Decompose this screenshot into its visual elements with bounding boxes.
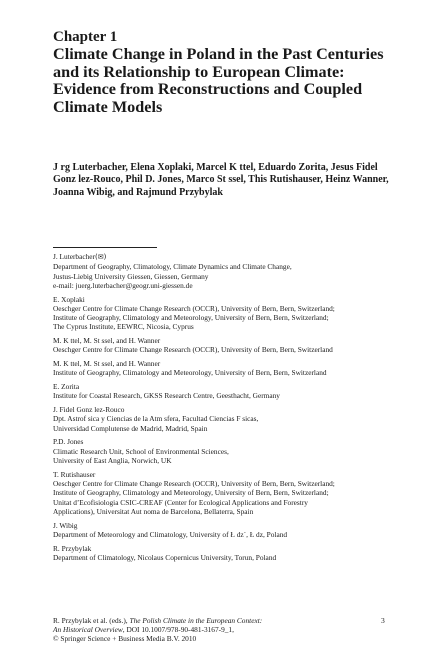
- citation-line-1: [53, 616, 303, 625]
- affiliation-address: Institute for Coastal Research, GKSS Research Centre, Geesthacht, Germany: [53, 391, 280, 401]
- affiliation-author-name: E. Zorita: [53, 382, 80, 392]
- affiliation-author: [53, 470, 403, 479]
- citation-editors: R. Przybylak et al. (eds.),: [53, 616, 130, 625]
- citation-footer: [53, 616, 303, 644]
- chapter-title: Climate Change in Poland in the Past Centuries and its Relationship to European Climate: Evidence from Reconstructions and Coupled Climate Models: [53, 45, 384, 116]
- affiliation-author-name: E. Xoplaki: [53, 294, 85, 304]
- affiliation-address: Institute of Geography, Climatology and Meteorology, University of Bern, Bern, Switzerland: [53, 368, 327, 378]
- affiliation-author-name: J. Fidel Gonz lez-Rouco: [53, 405, 125, 415]
- affiliation-author: [53, 336, 403, 345]
- affiliation-address: Department of Geography, Climatology, Climate Dynamics and Climate Change, Justus-Liebig University Giessen, Giessen, Germany e-mail: juerg.luterbacher@geogr.uni-giessen.de: [53, 262, 292, 290]
- affiliation-author-name: R. Przybylak: [53, 543, 92, 553]
- affiliation-entry: [53, 437, 403, 465]
- affiliation-entry: [53, 252, 403, 290]
- footnote-divider: [53, 247, 157, 248]
- affiliation-author-name: J. Wibig: [53, 520, 78, 530]
- affiliation-author: [53, 521, 403, 530]
- affiliation-address: Oeschger Centre for Climate Change Research (OCCR), University of Bern, Bern, Switzerland: [53, 345, 333, 355]
- affiliation-author: [53, 437, 403, 446]
- affiliation-address: Climatic Research Unit, School of Environmental Sciences, University of East Anglia, Norwich, UK: [53, 446, 229, 465]
- affiliation-author: [53, 405, 403, 414]
- envelope-icon: (✉): [95, 253, 107, 261]
- affiliation-author-name: M. K ttel, M. St ssel, and H. Wanner: [53, 336, 161, 346]
- affiliation-address: Department of Climatology, Nicolaus Copernicus University, Torun, Poland: [53, 552, 277, 562]
- affiliation-author-name: M. K ttel, M. St ssel, and H. Wanner: [53, 359, 161, 369]
- affiliation-entry: [53, 521, 403, 540]
- affiliation-entry: [53, 544, 403, 563]
- affiliation-address: Department of Meteorology and Climatology, University of Ł dz´, Ł dz, Poland: [53, 529, 288, 539]
- page-number: 3: [381, 616, 385, 625]
- affiliation-author: [53, 359, 403, 368]
- affiliation-entry: [53, 359, 403, 378]
- citation-copyright: © Springer Science + Business Media B.V. 2010: [53, 634, 197, 644]
- affiliation-address: Oeschger Centre for Climate Change Research (OCCR), University of Bern, Bern, Switzerland; Institute of Geography, Climatology and Meteorology, University of Bern, Bern, Switzerland; The Cyprus Institute, EEWRC, Nicosia, Cyprus: [53, 303, 335, 332]
- citation-book-subtitle: An Historical Overview: [53, 625, 123, 635]
- citation-doi: , DOI 10.1007/978-90-481-3167-9_1,: [122, 625, 234, 635]
- affiliation-entry: [53, 405, 403, 433]
- chapter-label: Chapter 1: [53, 29, 118, 45]
- affiliation-author: [53, 252, 403, 262]
- affiliations-list: [53, 252, 403, 567]
- citation-line-2: [53, 625, 303, 634]
- affiliation-author: [53, 544, 403, 553]
- author-list: J rg Luterbacher, Elena Xoplaki, Marcel K ttel, Eduardo Zorita, Jesus Fidel Gonz lez-Rouco, Phil D. Jones, Marco St ssel, This Rutishauser, Heinz Wanner, Joanna Wibig, and Rajmund Przybylak: [53, 162, 389, 198]
- affiliation-entry: [53, 295, 403, 332]
- affiliation-author: [53, 295, 403, 304]
- affiliation-entry: [53, 336, 403, 355]
- citation-book-title: The Polish Climate in the European Context:: [129, 616, 263, 625]
- affiliation-address: Oeschger Centre for Climate Change Research (OCCR), University of Bern, Bern, Switzerland; Institute of Geography, Climatology and Meteorology, University of Bern, Bern, Switzerland; Unitat d’Ecofisiologia CSIC-CREAF (Center for Ecological Applications and Forestry Applications), Universitat Aut noma de Barcelona, Bellaterra, Spain: [53, 478, 335, 516]
- affiliation-author: [53, 382, 403, 391]
- affiliation-author-name: J. Luterbacher: [53, 252, 96, 261]
- affiliation-entry: [53, 382, 403, 401]
- affiliation-author-name: P.D. Jones: [53, 437, 84, 447]
- affiliation-entry: [53, 470, 403, 516]
- affiliation-address: Dpt. Astrof sica y Ciencias de la Atm sfera, Facultad Ciencias F sicas, Universidad Complutense de Madrid, Madrid, Spain: [53, 414, 259, 433]
- affiliation-author-name: T. Rutishauser: [53, 469, 96, 479]
